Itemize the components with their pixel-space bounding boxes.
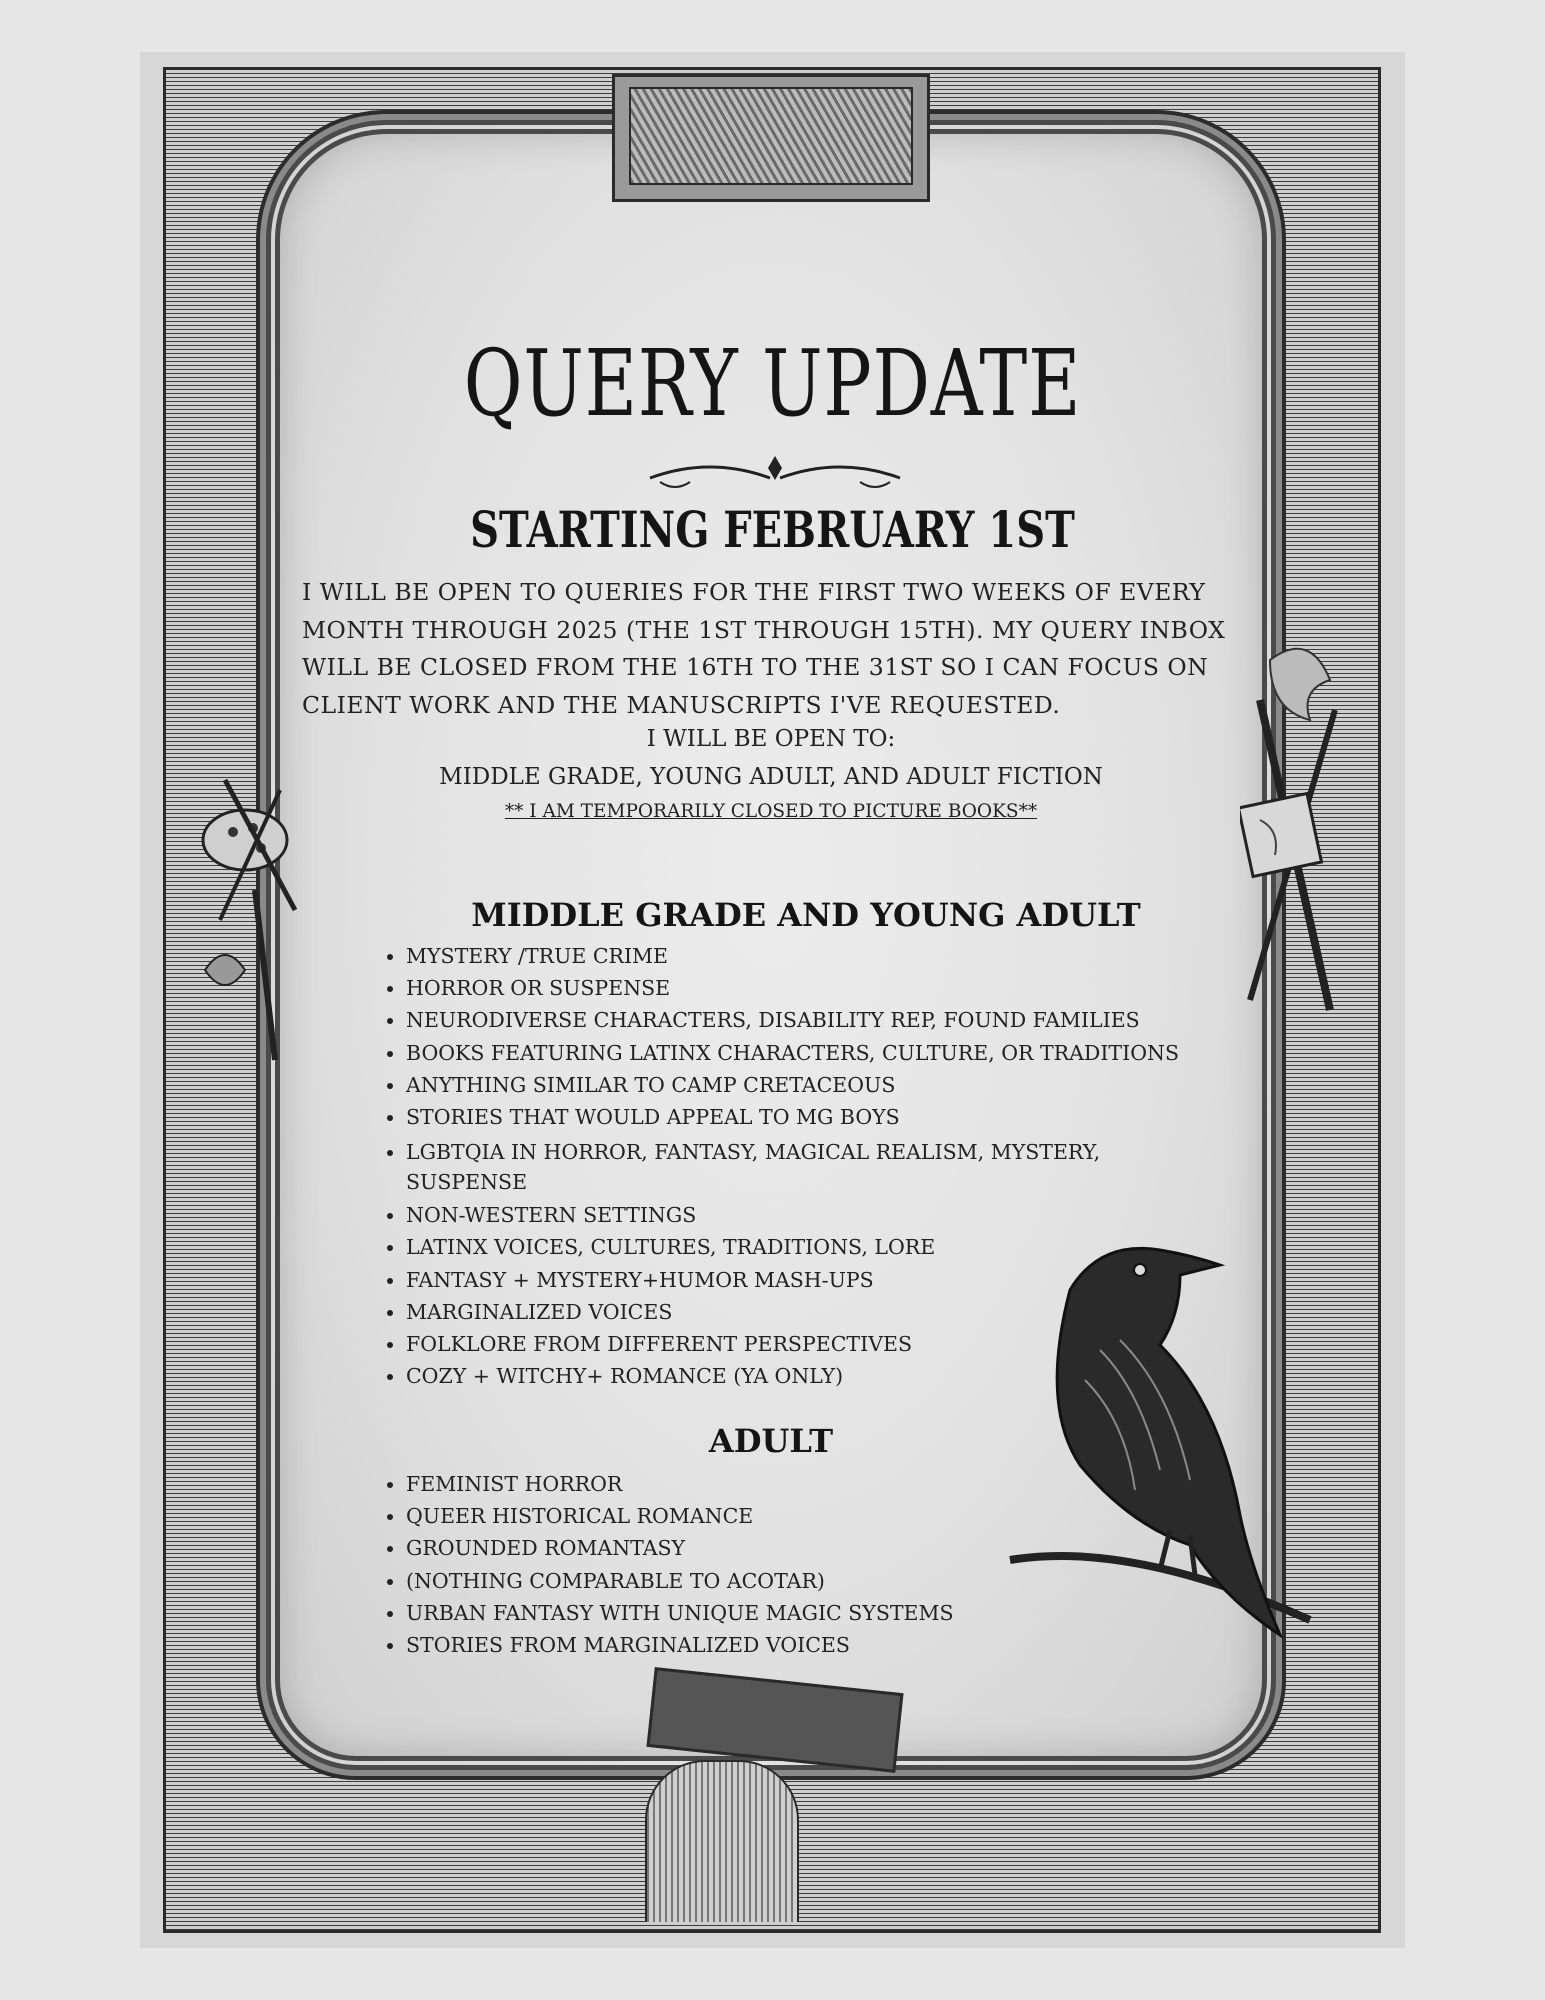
list-item: • MYSTERY /TRUE CRIME	[406, 940, 1286, 972]
list-item: • LGBTQIA IN HORROR, FANTASY, MAGICAL REALISM, MYSTERY, SUSPENSE	[406, 1133, 1166, 1199]
list-item: • FOLKLORE FROM DIFFERENT PERSPECTIVES	[406, 1328, 1286, 1360]
page-title: QUERY UPDATE	[463, 330, 1082, 437]
list-item: • QUEER HISTORICAL ROMANCE	[406, 1500, 1106, 1532]
flourish-divider-icon	[640, 452, 910, 496]
list-item: • MARGINALIZED VOICES	[406, 1296, 1286, 1328]
list-item: • STORIES THAT WOULD APPEAL TO MG BOYS	[406, 1101, 1286, 1133]
list-item: • GROUNDED ROMANTASY	[406, 1532, 1106, 1564]
list-item: • FEMINIST HORROR	[406, 1468, 1106, 1500]
page-subtitle: STARTING FEBRUARY 1ST	[470, 500, 1075, 559]
crow-icon	[990, 1230, 1320, 1660]
list-item: • FANTASY + MYSTERY+HUMOR MASH-UPS	[406, 1264, 1286, 1296]
genres-line: MIDDLE GRADE, YOUNG ADULT, AND ADULT FICTION	[439, 764, 1103, 790]
list-item: • BOOKS FEATURING LATINX CHARACTERS, CULTURE, OR TRADITIONS	[406, 1037, 1286, 1069]
open-to-label: I WILL BE OPEN TO:	[646, 726, 896, 752]
list-item: • ANYTHING SIMILAR TO CAMP CRETACEOUS	[406, 1069, 1286, 1101]
list-item: • COZY + WITCHY+ ROMANCE (YA ONLY)	[406, 1360, 1286, 1392]
pedestal-icon	[645, 1760, 799, 1922]
list-item: • STORIES FROM MARGINALIZED VOICES	[406, 1629, 1106, 1661]
list-item: • LATINX VOICES, CULTURES, TRADITIONS, LORE	[406, 1231, 1286, 1263]
top-vignette-icon	[612, 74, 930, 202]
intro-paragraph: I WILL BE OPEN TO QUERIES FOR THE FIRST TWO WEEKS OF EVERY MONTH THROUGH 2025 (THE 1ST THROUGH 15TH). MY QUERY INBOX WILL BE CLOSED FROM THE 16TH TO THE 31ST SO I CAN FOCUS ON CLIENT WORK AND THE MANUSCRIPTS I'VE REQUESTED.	[302, 578, 1226, 719]
list-item: • URBAN FANTASY WITH UNIQUE MAGIC SYSTEMS	[406, 1597, 1106, 1629]
adult-heading: ADULT	[708, 1422, 834, 1460]
list-item: • (NOTHING COMPARABLE TO ACOTAR)	[406, 1565, 1106, 1597]
list-item: • HORROR OR SUSPENSE	[406, 972, 1286, 1004]
list-item: • NEURODIVERSE CHARACTERS, DISABILITY REP, FOUND FAMILIES	[406, 1004, 1286, 1036]
top-vignette-scene	[629, 87, 913, 185]
list-item: • NON-WESTERN SETTINGS	[406, 1199, 1286, 1231]
picture-books-closed-note: ** I AM TEMPORARILY CLOSED TO PICTURE BOOKS**	[504, 801, 1038, 822]
mg-ya-heading: MIDDLE GRADE AND YOUNG ADULT	[471, 896, 1141, 934]
